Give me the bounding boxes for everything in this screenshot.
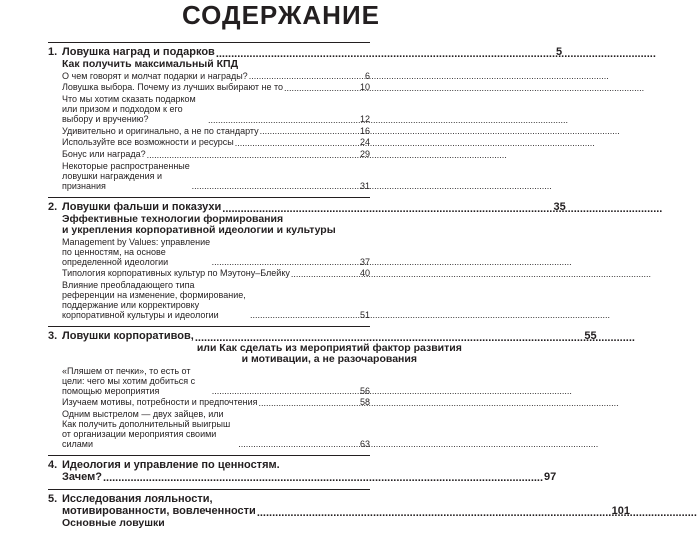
entry-title: Используйте все возможности и ресурсы — [62, 137, 234, 148]
section-title-line[interactable] — [62, 506, 630, 518]
leader-dots — [259, 399, 359, 408]
entry-page: 31 — [359, 180, 370, 191]
section-number: 1. — [48, 46, 58, 58]
section-title-line[interactable] — [62, 472, 556, 484]
entry-page: 58 — [359, 397, 370, 408]
page-number: 55 — [584, 330, 597, 343]
entry-title: Что мы хотим сказать подарком или призом и подходом к его выбору и вручению? — [62, 94, 196, 124]
entry-title: Ловушка выбора. Почему из лучших выбирают не то — [62, 82, 284, 93]
entry-title: «Пляшем от печки», то есть от цели: чего мы хотим добиться с помощью мероприятия — [62, 365, 196, 396]
page-title: СОДЕРЖАНИЕ — [182, 0, 380, 30]
toc-entry[interactable] — [62, 127, 370, 137]
toc-entry[interactable] — [62, 269, 370, 279]
section-title: Ловушка наград и подарков — [62, 46, 215, 58]
toc-entry[interactable] — [62, 138, 370, 148]
section-title-cont: Зачем? — [62, 470, 102, 483]
entry-page: 63 — [359, 438, 370, 449]
toc-section-4 — [48, 455, 557, 483]
leader-dots — [291, 270, 359, 279]
entry-page: 12 — [359, 113, 370, 124]
page-number: 5 — [555, 46, 563, 58]
section-title: Исследования лояльности, — [62, 493, 213, 506]
toc-entry[interactable] — [62, 367, 370, 396]
toc-entry[interactable] — [62, 162, 370, 191]
section-subtitle: и мотивации, а не разочарования — [241, 352, 417, 365]
toc-entry[interactable] — [62, 398, 370, 408]
entry-title: Влияние преобладающего типа референции на изменение, формирование, поддержание или корректировку корпоративной культуры и идеологии — [62, 280, 246, 320]
section-subtitle: Как получить максимальный КПД — [62, 57, 239, 70]
toc-section-1 — [48, 42, 563, 191]
toc-entry[interactable] — [62, 72, 370, 82]
toc-entry[interactable] — [62, 238, 370, 267]
section-title: Ловушки корпоративов, — [62, 330, 194, 343]
entry-page: 10 — [359, 82, 370, 93]
leader-dots — [147, 151, 359, 160]
toc-section-3 — [48, 326, 597, 449]
entry-page: 37 — [359, 256, 370, 267]
page-number: 35 — [553, 201, 566, 214]
section-title: Идеология и управление по ценностям. — [62, 459, 280, 472]
leader-dots — [216, 50, 555, 59]
leader-dots — [235, 139, 359, 148]
section-subtitle: Эффективные технологии формирования — [62, 212, 284, 225]
entry-page: 40 — [359, 268, 370, 279]
leader-dots — [284, 84, 359, 93]
entry-title: Одним выстрелом — двух зайцев, или Как получить дополнительный выигрыш от организации мероприятия своими силами — [62, 409, 231, 449]
section-number: 2. — [48, 201, 58, 214]
toc-entry[interactable] — [62, 150, 370, 160]
leader-dots — [238, 440, 359, 449]
section-subtitle: Основные ловушки — [62, 516, 165, 529]
section-title-cont: мотивированности, вовлеченности — [62, 505, 256, 518]
section-number: 3. — [48, 330, 58, 343]
entry-title: Типология корпоративных культур по Мэутону–Блейку — [62, 268, 290, 279]
leader-dots — [212, 258, 359, 267]
section-subtitle: или Как сделать из мероприятий фактор развития — [196, 341, 462, 354]
toc-section-2 — [48, 197, 566, 320]
entry-title: Бонус или награда? — [62, 149, 146, 160]
leader-dots — [260, 127, 359, 136]
section-subtitle: и укрепления корпоративной идеологии и культуры — [62, 223, 336, 236]
entry-page: 16 — [359, 125, 370, 136]
entry-title: О чем говорят и молчат подарки и награды? — [62, 70, 248, 81]
section-title: Ловушки фальши и показухи — [62, 201, 222, 214]
leader-dots — [257, 509, 611, 518]
toc-entry[interactable] — [62, 95, 370, 124]
section-number: 4. — [48, 459, 58, 472]
section-number: 5. — [48, 493, 58, 506]
leader-dots — [212, 387, 359, 396]
entry-title: Изучаем мотивы, потребности и предпочтения — [62, 397, 258, 408]
entry-page: 29 — [359, 149, 370, 160]
entry-page: 56 — [359, 385, 370, 396]
toc-entry[interactable] — [62, 410, 370, 449]
section-title-line[interactable] — [62, 47, 562, 59]
entry-page: 6 — [364, 70, 370, 81]
entry-page: 24 — [359, 137, 370, 148]
entry-title: Management by Values: управление по ценностям, на основе определенной идеологии — [62, 236, 211, 267]
toc-entry[interactable] — [62, 281, 370, 320]
leader-dots — [208, 116, 359, 125]
leader-dots — [103, 474, 543, 483]
entry-title: Некоторые распространенные ловушки награждения и признания — [62, 160, 190, 191]
toc-entry[interactable] — [62, 83, 370, 93]
entry-title: Удивительно и оригинально, а не по стандарту — [62, 125, 259, 136]
entry-page: 51 — [359, 309, 370, 320]
leader-dots — [250, 311, 359, 320]
leader-dots — [192, 182, 359, 191]
leader-dots — [249, 72, 364, 81]
toc-section-5 — [48, 489, 630, 529]
page-number: 101 — [611, 505, 630, 518]
page-number: 97 — [544, 470, 557, 483]
table-of-contents — [48, 42, 630, 535]
